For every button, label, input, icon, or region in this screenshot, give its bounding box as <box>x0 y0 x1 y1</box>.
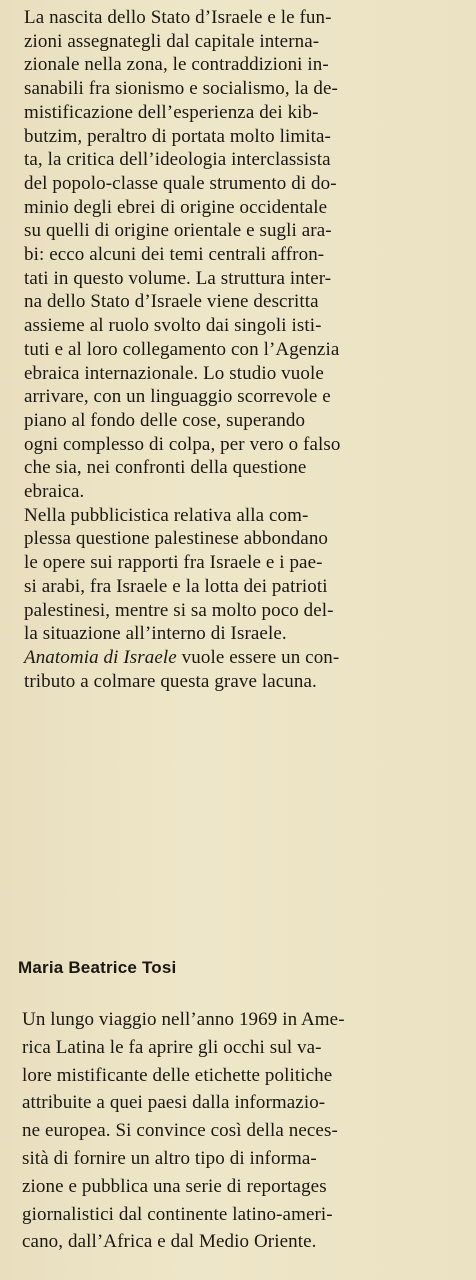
synopsis-line: la situazione all’interno di Israele. <box>24 623 287 645</box>
synopsis-closing-line <box>24 646 340 670</box>
synopsis-line: palestinesi, mentre si sa molto poco del- <box>24 599 334 621</box>
synopsis-line: plessa questione palestinese abbondano <box>24 528 329 550</box>
bio-line: ne europea. Si convince così della neces- <box>22 1120 338 1142</box>
synopsis-line: del popolo-classe quale strumento di do- <box>24 172 337 194</box>
synopsis-line: su quelli di origine orientale e sugli ara- <box>24 220 332 242</box>
synopsis-line: ta, la critica dell’ideologia interclassista <box>24 149 331 171</box>
synopsis-line: tati in questo volume. La struttura inter- <box>24 267 332 289</box>
synopsis-line: sanabili fra sionismo e socialismo, la de- <box>24 78 338 100</box>
bio-line: attribuite a quei paesi dalla informazio- <box>22 1092 326 1114</box>
synopsis-closing-rest: vuole essere un con- <box>176 646 340 668</box>
synopsis-line: bi: ecco alcuni dei temi centrali affron- <box>24 244 325 266</box>
synopsis-line: che sia, nei confronti della questione <box>24 457 307 479</box>
bio-line: rica Latina le fa aprire gli occhi sul va- <box>22 1036 322 1058</box>
synopsis-line: arrivare, con un linguaggio scorrevole e <box>24 386 331 408</box>
author-name: Maria Beatrice Tosi <box>18 958 177 977</box>
bio-line: cano, dall’Africa e dal Medio Oriente. <box>22 1231 317 1253</box>
synopsis-line: piano al fondo delle cose, superando <box>24 409 306 431</box>
synopsis-line: zioni assegnategli dal capitale interna- <box>24 30 320 52</box>
synopsis-line: zionale nella zona, le contraddizioni in- <box>24 54 329 76</box>
bio-line: zione e pubblica una serie di reportages <box>22 1175 327 1197</box>
synopsis-line: ebraica internazionale. Lo studio vuole <box>24 362 324 384</box>
synopsis-line: mistificazione dell’esperienza dei kib- <box>24 101 319 123</box>
synopsis-line: minio degli ebrei di origine occidentale <box>24 196 328 218</box>
bio-line: sità di fornire un altro tipo di informa- <box>22 1147 317 1169</box>
bio-line: lore mistificante delle etichette politiche <box>22 1064 333 1086</box>
bio-line: Un lungo viaggio nell’anno 1969 in Ame- <box>22 1009 345 1030</box>
synopsis-line: assieme al ruolo svolto dai singoli isti- <box>24 315 322 337</box>
bio-line: giornalistici dal continente latino-ameri- <box>22 1203 333 1225</box>
synopsis-text <box>24 6 340 693</box>
synopsis-line: La nascita dello Stato d’Israele e le fun- <box>24 7 332 28</box>
author-bio <box>22 1006 345 1256</box>
synopsis-line: le opere sui rapporti fra Israele e i pae- <box>24 552 323 574</box>
synopsis-line: ebraica. <box>24 481 85 503</box>
synopsis-line: na dello Stato d’Israele viene descritta <box>24 291 319 313</box>
synopsis-line: butzim, peraltro di portata molto limita- <box>24 125 331 147</box>
synopsis-line: Nella pubblicistica relativa alla com- <box>24 504 309 526</box>
synopsis-line: tuti e al loro collegamento con l’Agenzia <box>24 338 340 360</box>
synopsis-line: tributo a colmare questa grave lacuna. <box>24 670 317 692</box>
book-title: Anatomia di Israele <box>24 646 177 668</box>
synopsis-line: ogni complesso di colpa, per vero o falso <box>24 433 341 455</box>
synopsis-line: si arabi, fra Israele e la lotta dei patrioti <box>24 575 328 597</box>
